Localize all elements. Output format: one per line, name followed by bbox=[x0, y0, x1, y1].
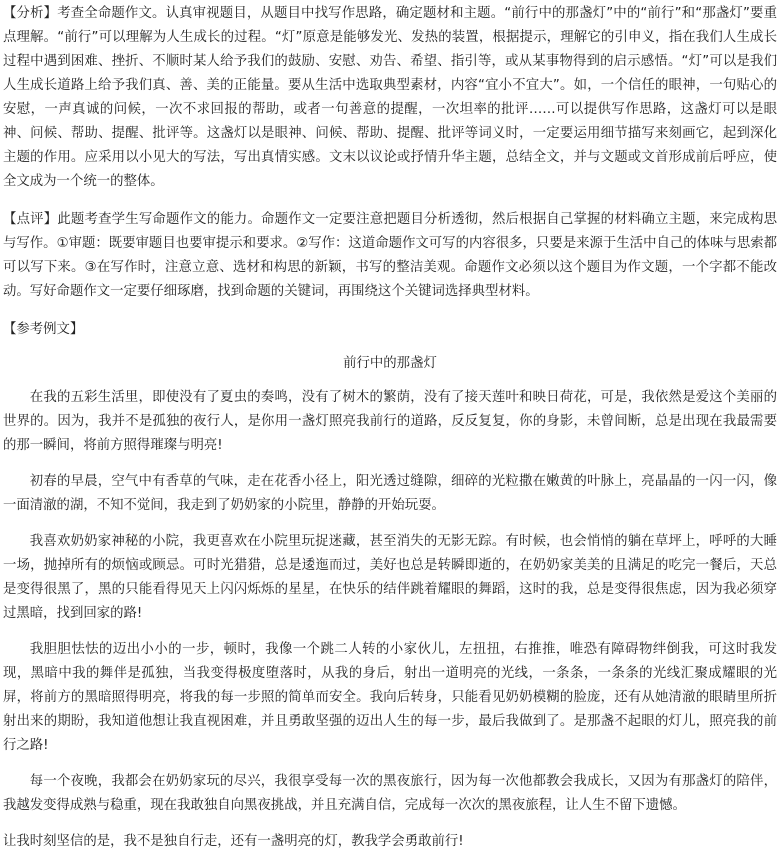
essay-paragraph-2: 初春的早晨，空气中有香草的气味，走在花香小径上，阳光透过缝隙，细碎的光粒撒在嫩黄的叶脉上，亮晶晶的一闪一闪，像一面清澈的湖，不知不觉间，我走到了奶奶家的小院里，静静的开始玩耍。 bbox=[3, 474, 777, 513]
reference-label: 【参考例文】 bbox=[3, 322, 84, 337]
analysis-paragraph: 【分析】考查全命题作文。认真审视题目，从题目中找写作思路，确定题材和主题。“前行中的那盏灯”中的“前行”和“那盏灯”要重点理解。“前行”可以理解为人生成长的过程。“灯”原意是能够发光、发热的装置，根据提示，理解它的引申义，指在我们人生成长过程中遇到困难、挫折、不顺时某人给予我们的鼓励、安慰、劝告、希望、指引等，或从某事物得到的启示感悟。“灯”可以是我们人生成长道路上给予我们真、善、美的正能量。要从生活中选取典型素材，内容“宜小不宜大”。如，一个信任的眼神，一句贴心的安慰，一声真诚的问候，一次不求回报的帮助，或者一句善意的提醒，一次坦率的批评……可以提供写作思路，这盏灯可以是眼神、问候、帮助、提醒、批评等。这盏灯以是眼神、问候、帮助、提醒、批评等词义时，一定要运用细节描写来刻画它，起到深化主题的作用。应采用以小见大的写法，写出真情实感。文末以议论或抒情升华主题，总结全文，并与文题或文首形成前后呼应，使全文成为一个统一的整体。 bbox=[3, 6, 777, 189]
essay-title: 前行中的那盏灯 bbox=[343, 356, 437, 371]
comment-paragraph: 【点评】此题考查学生写命题作文的能力。命题作文一定要注意把题目分析透彻，然后根据自己掌握的材料确立主题，来完成构思与写作。①审题：既要审题目也要审提示和要求。②写作：这道命题作文可写的内容很多，只要是来源于生活中自己的体味与思索都可以写下来。③在写作时，注意立意、选材和构思的新颖，书写的整洁美观。命题作文必须以这个题目为作文题，一个字都不能改动。写好命题作文一定要仔细琢磨，找到命题的关键词，再围绕这个关键词选择典型材料。 bbox=[3, 212, 777, 299]
essay-paragraph-5: 每一个夜晚，我都会在奶奶家玩的尽兴，我很享受每一次的黑夜旅行，因为每一次他都教会我成长，又因为有那盏灯的陪伴，我越发变得成熟与稳重，现在我敢独自向黑夜挑战，并且充满自信，完成每一次次的黑夜旅程，让人生不留下遗憾。 bbox=[3, 774, 777, 813]
essay-paragraph-3: 我喜欢奶奶家神秘的小院，我更喜欢在小院里玩捉迷藏，甚至消失的无影无踪。有时候，也会悄悄的躺在草坪上，呼呼的大睡一场，抛掉所有的烦恼或顾忌。可时光猎猎，总是逶迤而过，美好也总是转瞬即逝的，在奶奶家美美的且满足的吃完一餐后，天总是变得很黑了，黑的只能看得见天上闪闪烁烁的星星，在快乐的结伴跳着耀眼的舞蹈，这时的我，总是变得很焦虑，因为我必须穿过黑暗，找到回家的路! bbox=[3, 534, 777, 621]
essay-paragraph-1: 在我的五彩生活里，即使没有了夏虫的奏鸣，没有了树木的繁荫，没有了接天莲叶和映日荷花，可是，我依然是爱这个美丽的世界的。因为，我并不是孤独的夜行人，是你用一盏灯照亮我前行的道路，反反复复，你的身影，未曾间断，总是出现在我最需要的那一瞬间，将前方照得璀璨与明亮! bbox=[3, 390, 777, 453]
essay-paragraph-6: 让我时刻坚信的是，我不是独自行走，还有一盏明亮的灯，教我学会勇敢前行! bbox=[3, 834, 464, 849]
essay-paragraph-4: 我胆胆怯怯的迈出小小的一步，顿时，我像一个跳二人转的小家伙儿，左扭扭，右推推，唯恐有障碍物绊倒我，可这时我发现，黑暗中我的舞伴是孤独，当我变得极度堕落时，从我的身后，射出一道明亮的光线，一条条，一条条的光线汇聚成耀眼的光屏，将前方的黑暗照得明亮，将我的每一步照的简单而安全。我向后转身，只能看见奶奶模糊的脸庞，还有从她清澈的眼睛里所折射出来的期盼，我知道他想让我直视困难，并且勇敢坚强的迈出人生的每一步，最后我做到了。是那盏不起眼的灯儿，照亮我的前行之路! bbox=[3, 642, 777, 753]
